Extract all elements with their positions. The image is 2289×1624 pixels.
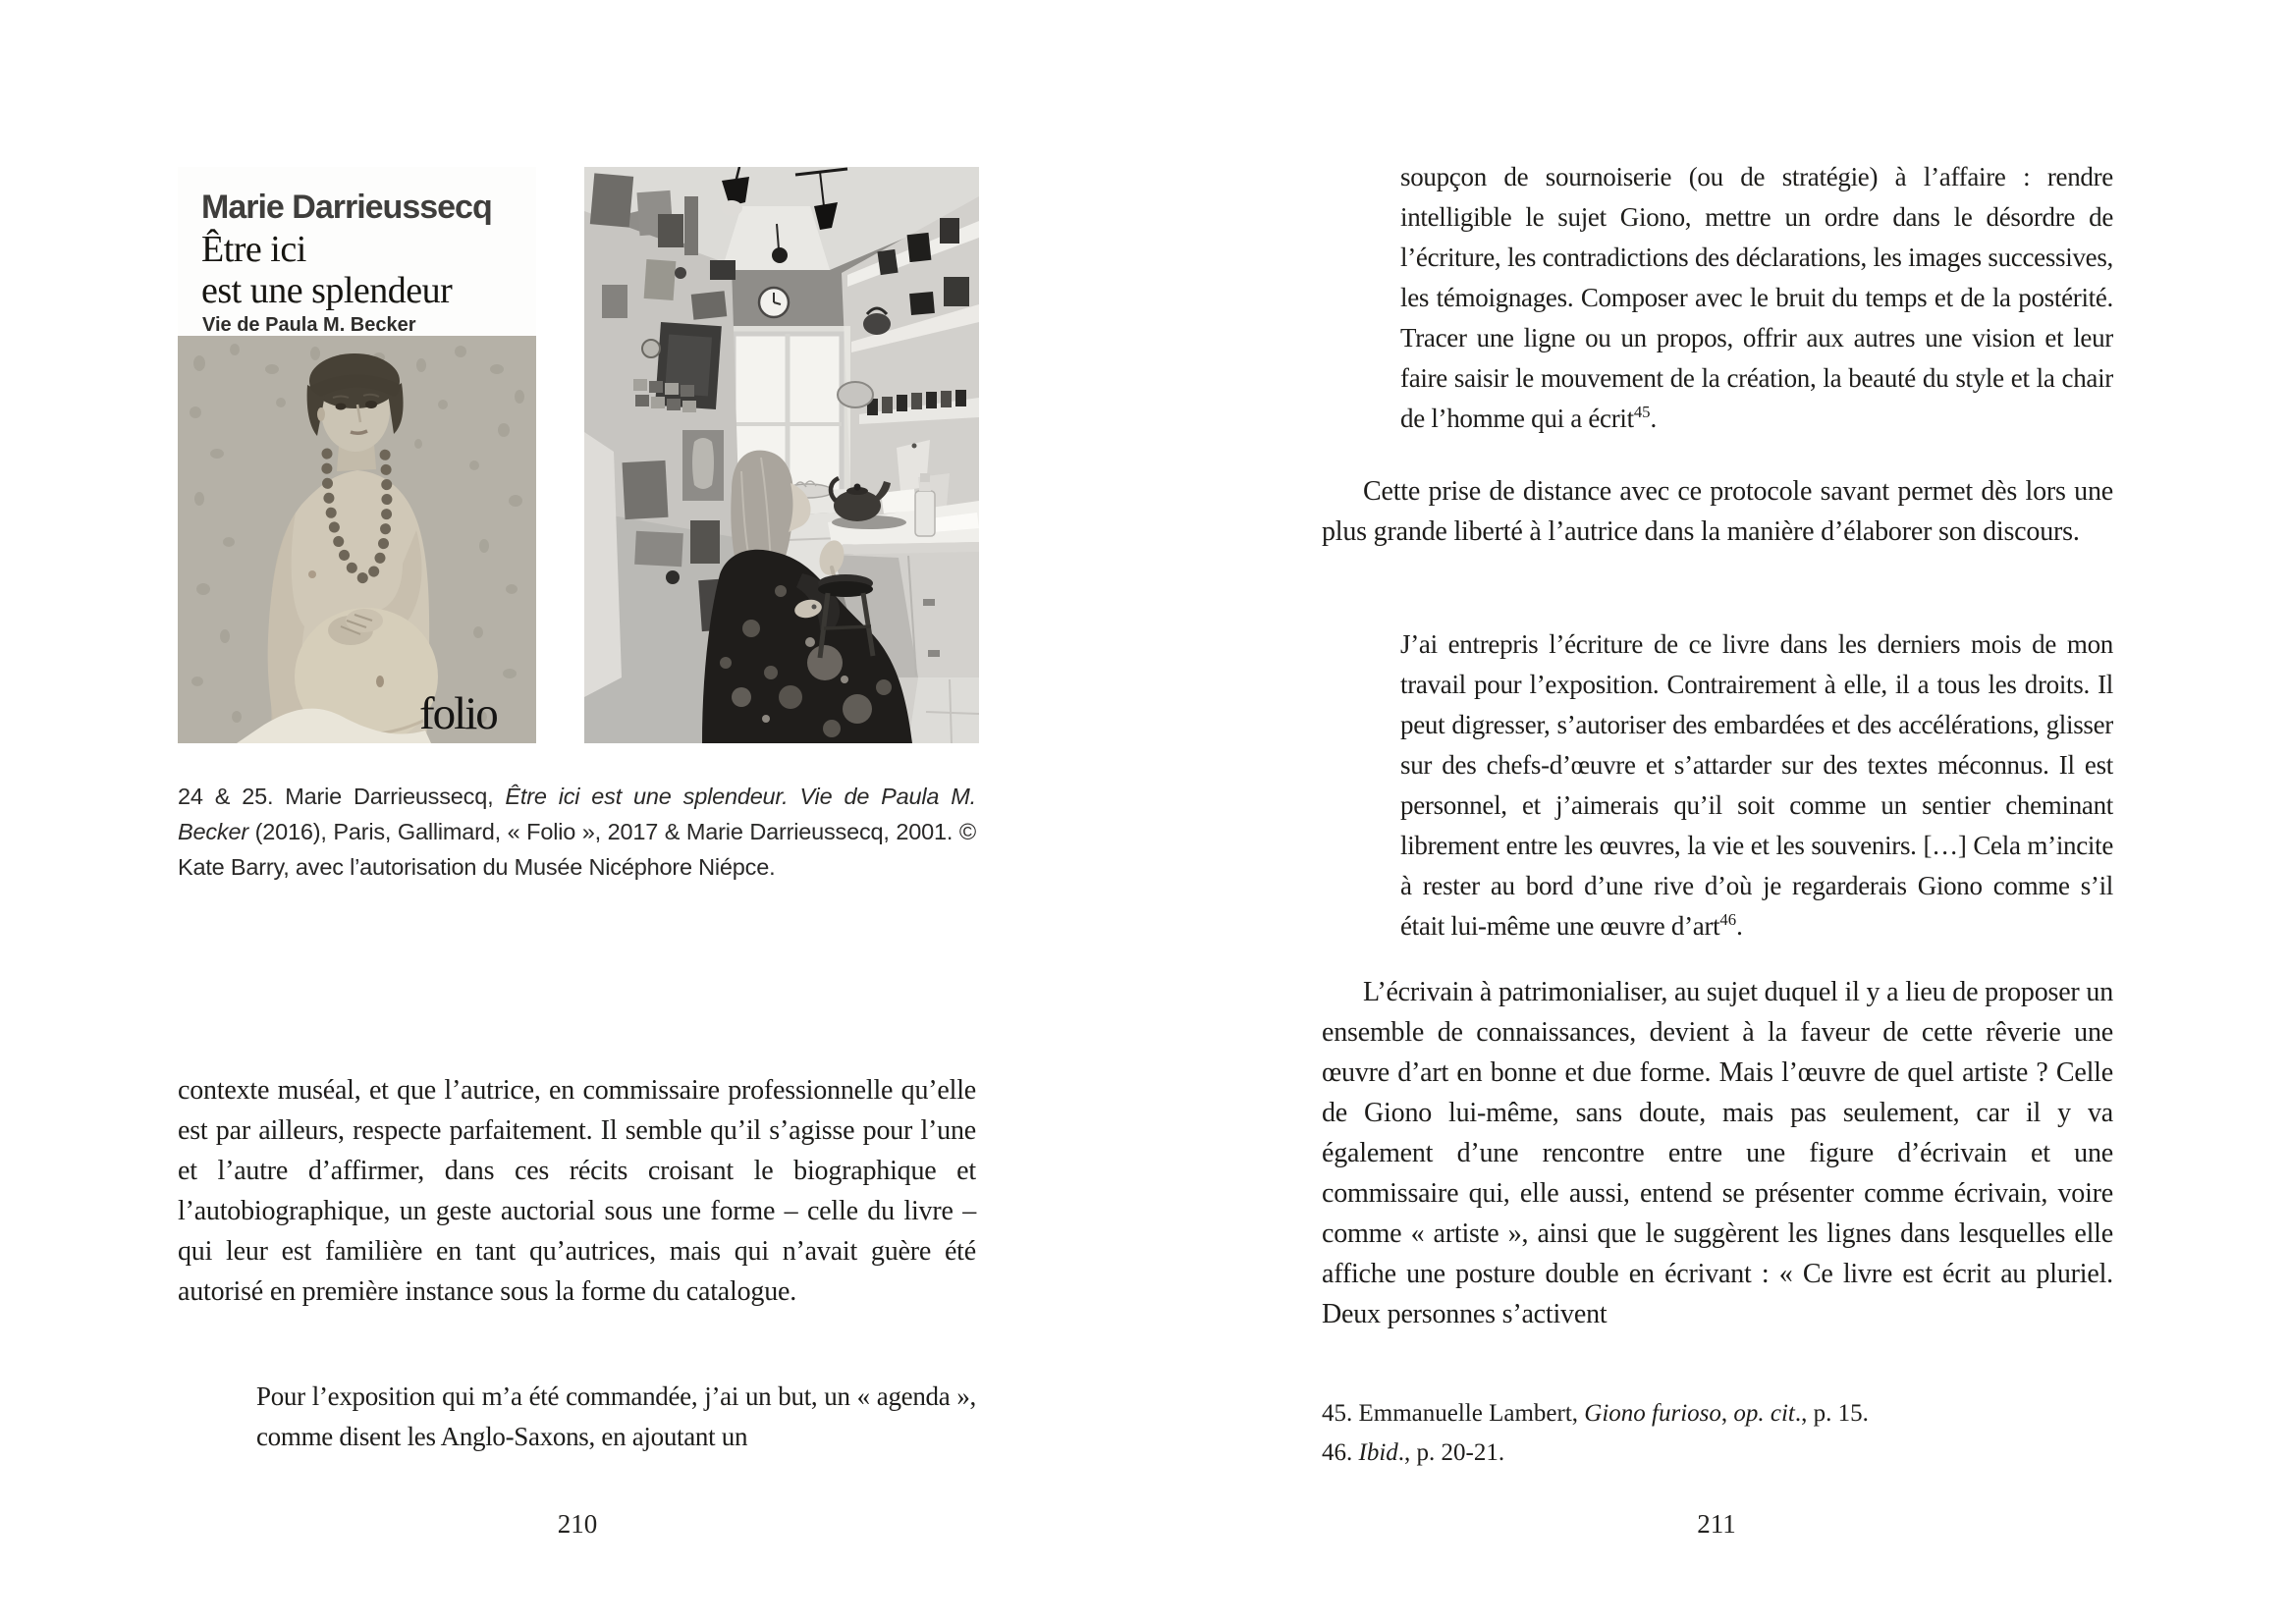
caption-title-italic: Être ici est une splendeur. Vie de Paula M. Becker	[178, 784, 976, 844]
quote-text: soupçon de sournoiserie (ou de stratégie) à l’affaire : rendre intelligible le sujet Giono, mettre un ordre dans le désordre de l’écriture, les contradictions des déclarations, les images successives, les témoignages. Composer avec le bruit du temps et de la postérité. Tracer une ligne ou un propos, offrir aux autres une vision et leur faire saisir le mouvement de la création, la beauté du style et la chair de l’homme qui a écrit	[1400, 162, 2113, 433]
wall-clock	[759, 288, 789, 317]
right-quote-continuation	[1400, 157, 2113, 439]
footnote-46: 46. Ibid., p. 20-21.	[1322, 1439, 1505, 1466]
quote-text: J’ai entrepris l’écriture de ce livre dans les derniers mois de mon travail pour l’exposition. Contrairement à elle, il a tous les droits. Il peut digresser, s’autoriser des embardées et des accélérations, glisser sur des chefs-d’œuvre et s’attarder sur des textes méconnus. Il est personnel, et j’aimerais qu’il soit comme un sentier cheminant librement entre les œuvres, la vie et les souvenirs. […] Cela m’incite à rester au bord d’une rive d’où je regarderais Giono comme s’il était lui-même une œuvre d’art	[1400, 629, 2113, 941]
right-quote-2	[1400, 624, 2113, 947]
right-paragraph-1: Cette prise de distance avec ce protocole savant permet dès lors une plus grande liberté à l’autrice dans la manière d’élaborer son discours.	[1322, 476, 2113, 547]
left-page-paragraph: contexte muséal, et que l’autrice, en commissaire professionnelle qu’elle est par ailleurs, respecte parfaitement. Il semble qu’il s’agisse pour l’une et l’autre d’affirmer, dans ces récits croisant le biographique et l’autobiographique, un geste auctorial sous une forme – celle du livre – qui leur est familière en tant qu’autrices, mais qui n’avait guère été autorisé en première instance sous la forme du catalogue.	[178, 1075, 976, 1307]
cover-author: Marie Darrieussecq	[201, 189, 492, 226]
folio-logo: folio	[419, 688, 497, 739]
quote-tail: .	[1650, 404, 1657, 433]
cover-subtitle: Vie de Paula M. Becker	[202, 314, 416, 336]
kitchen-photo	[584, 167, 979, 743]
footnote-ref-46: 46	[1719, 910, 1737, 929]
left-page-quote: Pour l’exposition qui m’a été commandée, j’ai un but, un « agenda », comme disent les Anglo-Saxons, en ajoutant un	[256, 1381, 976, 1451]
page-number-left: 210	[557, 1509, 598, 1539]
footnote-45: 45. Emmanuelle Lambert, Giono furioso, op. cit., p. 15.	[1322, 1400, 1869, 1427]
kitchen-photo-figure	[584, 167, 979, 743]
footnote-ref-45: 45	[1633, 403, 1651, 421]
book-cover-figure	[178, 167, 536, 743]
right-paragraph-2: L’écrivain à patrimonialiser, au sujet duquel il y a lieu de proposer un ensemble de connaissances, devient à la faveur de cette rêverie une œuvre d’art en bonne et due forme. Mais l’œuvre de quel artiste ? Celle de Giono lui-même, sans doute, mais pas seulement, car il y va également d’une rencontre entre une figure d’écrivain et une commissaire qui, elle aussi, entend se présenter comme écrivain, voire comme « artiste », ainsi que le suggèrent les lignes dans lesquelles elle affiche une posture double en écrivant : « Ce livre est écrit au pluriel. Deux personnes s’activent	[1322, 977, 2113, 1329]
caption-prefix: 24 & 25. Marie Darrieussecq,	[178, 784, 506, 809]
cover-title-line-2: est une splendeur	[201, 270, 453, 311]
cover-painting	[178, 336, 536, 743]
page-number-right: 211	[1697, 1509, 1736, 1539]
image-caption	[178, 779, 976, 885]
caption-suffix: (2016), Paris, Gallimard, « Folio », 2017 & Marie Darrieussecq, 2001. © Kate Barry, avec l’autorisation du Musée Nicéphore Niépce.	[178, 819, 976, 880]
footnotes-block	[1322, 1394, 2113, 1473]
cover-title-line-1: Être ici	[201, 229, 306, 270]
colander	[838, 382, 873, 407]
quote-tail: .	[1736, 911, 1743, 941]
